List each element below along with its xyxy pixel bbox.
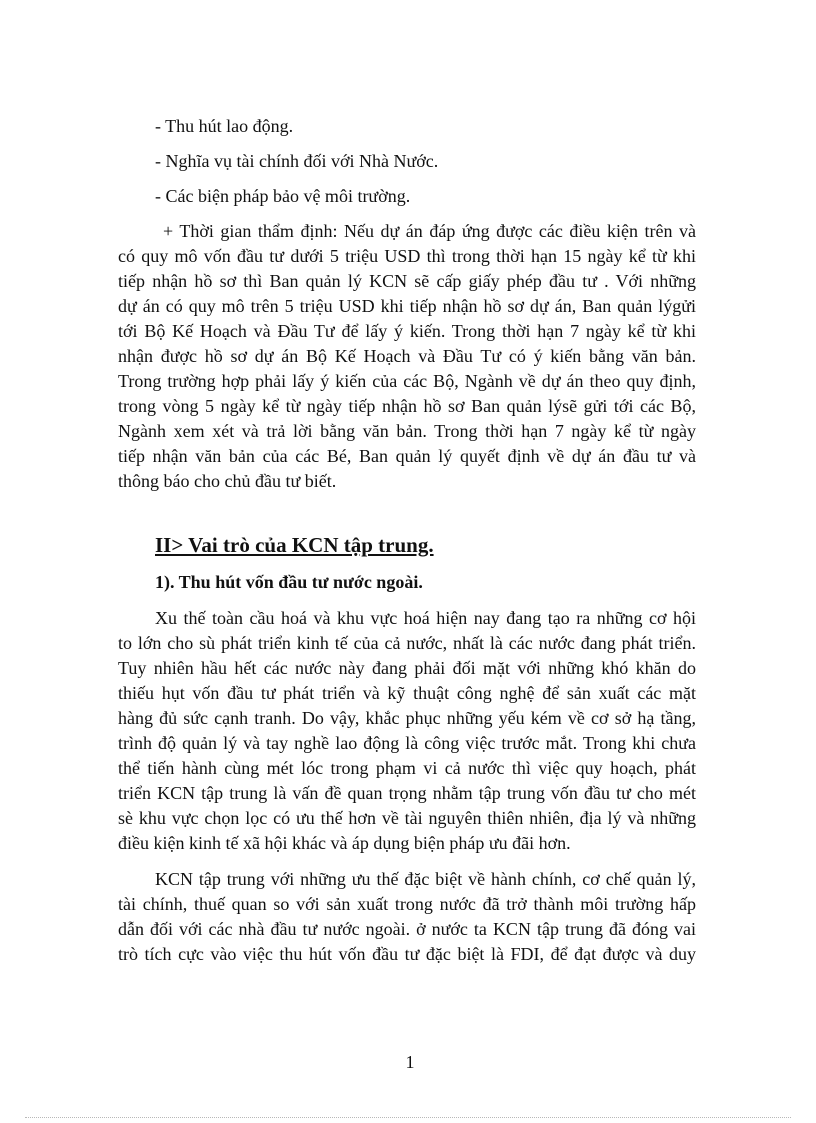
paragraph-line: trong vòng 5 ngày kể từ ngày tiếp nhận hồ sơ Ban quản lýsẽ gửi tới các Bộ,: [118, 396, 696, 416]
paragraph-line: trò tích cực vào việc thu hút vốn đầu tư đặc biệt là FDI, để đạt được và duy: [118, 944, 696, 964]
bullet-item: - Thu hút lao động.: [155, 116, 294, 136]
paragraph-line: sè khu vực chọn lọc có ưu thế hơn về tài nguyên thiên nhiên, địa lý và những: [118, 808, 696, 828]
paragraph-line: tiếp nhận văn bản của các Bé, Ban quản lý quyết định về dự án đầu tư và: [118, 446, 696, 466]
paragraph-line: tới Bộ Kế Hoạch và Đầu Tư để lấy ý kiến. Trong thời hạn 7 ngày kể từ khi: [118, 321, 696, 341]
paragraph-line: Ngành xem xét và trả lời bằng văn bản. Trong thời hạn 7 ngày kể từ ngày: [118, 421, 696, 441]
paragraph-line: thể tiến hành cùng mét lóc trong phạm vi cả nước thì việc quy hoạch, phát: [118, 758, 696, 778]
page-number: 1: [405, 1052, 415, 1072]
paragraph-line: tiếp nhận hồ sơ thì Ban quản lý KCN sẽ cấp giấy phép đầu tư . Với những: [118, 271, 696, 291]
paragraph-line: trình độ quản lý và tay nghề lao động là công việc trước mắt. Trong khi chưa: [118, 733, 696, 753]
paragraph-line: hàng đủ sức cạnh tranh. Do vậy, khắc phục những yếu kém về cơ sở hạ tầng,: [118, 708, 696, 728]
paragraph-line: Tuy nhiên hầu hết các nước này đang phải đối mặt với những khó khăn do: [118, 658, 696, 678]
paragraph-line: thông báo cho chủ đầu tư biết.: [118, 471, 337, 491]
paragraph-line: dẫn đối với các nhà đầu tư nước ngoài. ở nước ta KCN tập trung đã đóng vai: [118, 919, 696, 939]
paragraph-line: KCN tập trung với những ưu thế đặc biệt về hành chính, cơ chế quản lý,: [155, 869, 696, 889]
paragraph-line: tài chính, thuế quan so với sản xuất trong nước đã trở thành môi trường hấp: [118, 894, 696, 914]
paragraph-line: + Thời gian thẩm định: Nếu dự án đáp ứng được các điều kiện trên và: [163, 221, 696, 241]
paragraph-line: dự án có quy mô trên 5 triệu USD khi tiếp nhận hồ sơ dự án, Ban quản lýgửi: [118, 296, 696, 316]
paragraph-line: Trong trường hợp phải lấy ý kiến của các Bộ, Ngành về dự án theo quy định,: [118, 371, 696, 391]
bullet-item: - Nghĩa vụ tài chính đối với Nhà Nước.: [155, 151, 439, 171]
paragraph-line: to lớn cho sù phát triển kinh tế của cả nước, nhất là các nước đang phát triển.: [118, 633, 696, 653]
subsection-heading: 1). Thu hút vốn đầu tư nước ngoài.: [155, 572, 423, 592]
paragraph-line: nhận được hồ sơ dự án Bộ Kế Hoạch và Đầu Tư có ý kiến bằng văn bản.: [118, 346, 696, 366]
paragraph-line: điều kiện kinh tế xã hội khác và áp dụng biện pháp ưu đãi hơn.: [118, 833, 571, 853]
paragraph-line: Xu thế toàn cầu hoá và khu vực hoá hiện nay đang tạo ra những cơ hội: [155, 608, 696, 628]
section-heading: II> Vai trò của KCN tập trung.: [155, 533, 434, 557]
paragraph-line: thiếu hụt vốn đầu tư phát triển và kỹ thuật công nghệ để sản xuất các mặt: [118, 683, 696, 703]
page-footer-rule: [25, 1117, 791, 1118]
bullet-item: - Các biện pháp bảo vệ môi trường.: [155, 186, 411, 206]
paragraph-line: triển KCN tập trung là vấn đề quan trọng nhằm tập trung vốn đầu tư cho mét: [118, 783, 696, 803]
paragraph-line: có quy mô vốn đầu tư dưới 5 triệu USD thì trong thời hạn 15 ngày kể từ khi: [118, 246, 696, 266]
